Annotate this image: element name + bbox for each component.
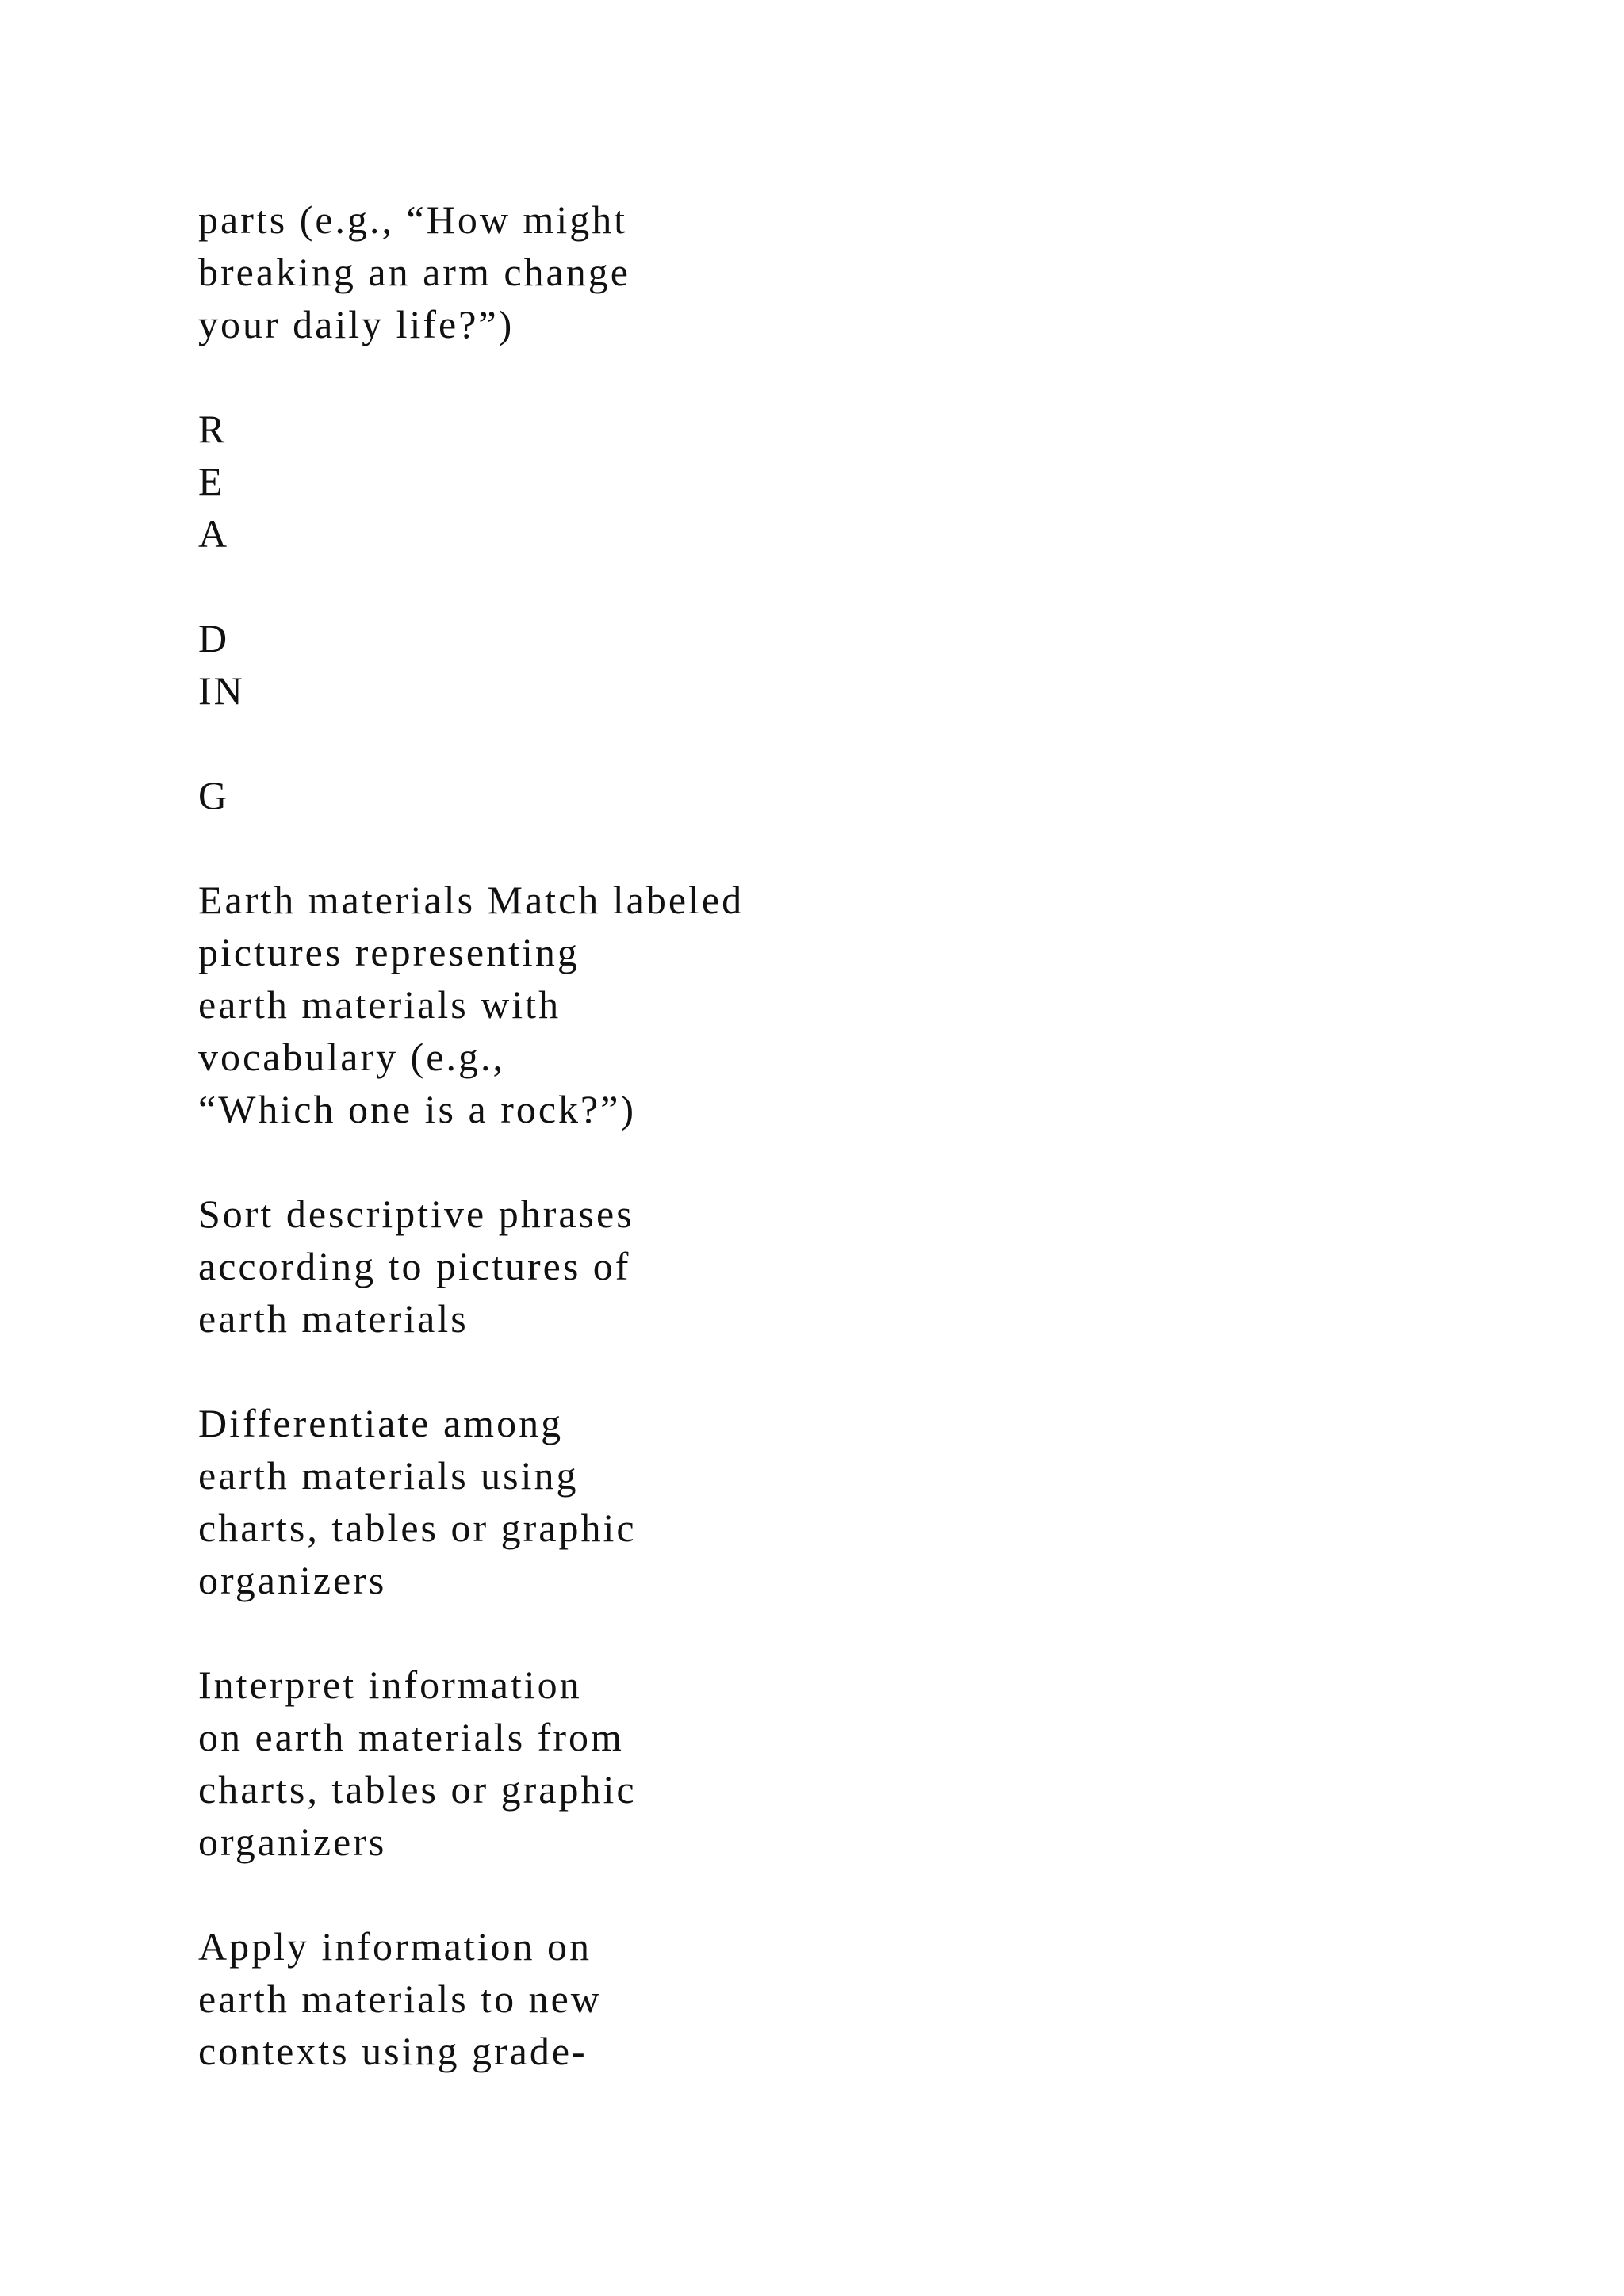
text-line: Differentiate among — [198, 1401, 564, 1445]
text-line: R — [198, 407, 228, 451]
blank-line — [198, 560, 1388, 612]
text-line: vocabulary (e.g., — [198, 1035, 505, 1079]
text-line: A — [198, 511, 230, 556]
text-line: parts (e.g., “How might — [198, 197, 628, 242]
blank-line — [198, 1135, 1388, 1188]
text-column — [198, 193, 1388, 2077]
blank-line — [198, 1868, 1388, 1920]
paragraph-differentiate — [198, 1397, 1388, 1606]
paragraph-body-parts-continued — [198, 193, 1388, 350]
text-line: earth materials with — [198, 982, 561, 1027]
text-line: E — [198, 459, 225, 503]
text-line: earth materials — [198, 1296, 469, 1341]
text-line: charts, tables or graphic — [198, 1506, 637, 1550]
text-line: breaking an arm change — [198, 250, 630, 294]
text-line: “Which one is a rock?”) — [198, 1087, 637, 1131]
blank-line — [198, 717, 1388, 769]
paragraph-sort-descriptive — [198, 1188, 1388, 1345]
text-line: Apply information on — [198, 1924, 592, 1969]
text-line: organizers — [198, 1558, 387, 1602]
text-line: Earth materials Match labeled — [198, 878, 745, 922]
text-line: G — [198, 773, 230, 817]
vertical-label-reading-cont-1 — [198, 612, 1388, 717]
text-line: IN — [198, 668, 245, 713]
text-line: pictures representing — [198, 930, 580, 974]
paragraph-apply — [198, 1920, 1388, 2077]
blank-line — [198, 1345, 1388, 1397]
text-line: according to pictures of — [198, 1244, 631, 1288]
blank-line — [198, 350, 1388, 403]
blank-line — [198, 821, 1388, 874]
text-line: charts, tables or graphic — [198, 1767, 637, 1812]
text-line: earth materials using — [198, 1453, 579, 1498]
text-line: earth materials to new — [198, 1976, 602, 2021]
text-line: Interpret information — [198, 1663, 582, 1707]
text-line: your daily life?”) — [198, 302, 515, 346]
text-line: contexts using grade- — [198, 2029, 588, 2073]
text-line: organizers — [198, 1820, 387, 1864]
text-line: Sort descriptive phrases — [198, 1192, 634, 1236]
paragraph-earth-materials-match — [198, 874, 1388, 1135]
blank-line — [198, 1606, 1388, 1659]
paragraph-interpret — [198, 1659, 1388, 1868]
text-line: on earth materials from — [198, 1715, 624, 1759]
vertical-label-reading — [198, 403, 1388, 560]
vertical-label-reading-cont-2 — [198, 769, 1388, 821]
text-line: D — [198, 616, 230, 660]
